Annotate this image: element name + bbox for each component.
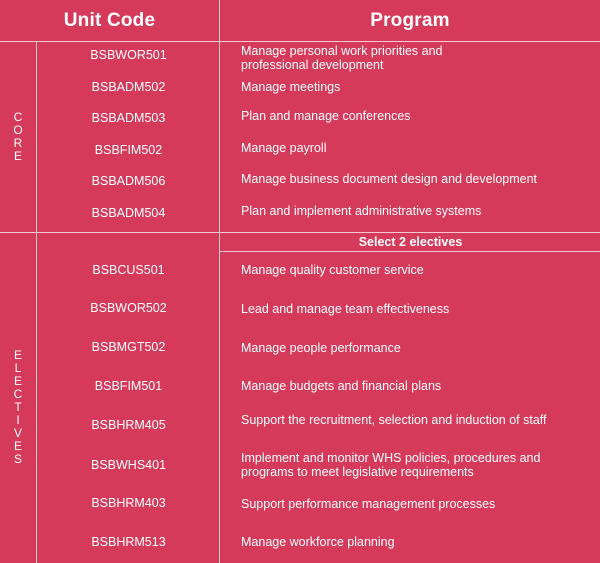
core-section-label-letter: E: [13, 149, 22, 163]
unit-code-cell: BSBFIM501: [94, 379, 163, 393]
program-cell: Plan and implement administrative systems: [241, 204, 482, 218]
program-cell: Manage payroll: [241, 141, 327, 155]
unit-code-cell: BSBADM503: [91, 111, 166, 125]
core-section-label-letter: C: [13, 110, 23, 124]
program-cell: Support the recruitment, selection and induction of staff: [241, 413, 547, 427]
electives-section-label-letter: E: [13, 439, 22, 453]
unit-code-cell: BSBADM504: [91, 206, 166, 220]
program-cell: Manage business document design and development: [241, 172, 538, 186]
unit-code-cell: BSBWOR502: [90, 301, 167, 315]
unit-code-cell: BSBWOR501: [90, 48, 167, 62]
program-cell: Manage budgets and financial plans: [241, 379, 442, 393]
unit-code-cell: BSBWHS401: [90, 458, 167, 472]
electives-section-label-letter: L: [14, 361, 22, 375]
electives-section-label-letter: V: [13, 426, 22, 440]
electives-section-label-letter: T: [14, 400, 22, 414]
unit-code-cell: BSBCUS501: [92, 263, 165, 277]
program-cell: Implement and monitor WHS policies, procedures and programs to meet legislative requirements: [241, 451, 541, 479]
unit-code-cell: BSBFIM502: [94, 143, 163, 157]
electives-section-label-letter: I: [16, 413, 20, 427]
core-section-label-letter: R: [13, 136, 23, 150]
unit-code-cell: BSBMGT502: [91, 340, 166, 354]
unit-code-cell: BSBADM506: [91, 174, 166, 188]
program-cell: Lead and manage team effectiveness: [241, 302, 450, 316]
unit-code-cell: BSBADM502: [91, 80, 166, 94]
core-section-label: [0, 42, 36, 232]
program-cell: Support performance management processes: [241, 497, 496, 511]
electives-section-label-letter: E: [13, 374, 22, 388]
program-cell: Manage people performance: [241, 341, 401, 355]
program-cell: Manage workforce planning: [241, 535, 395, 549]
electives-note: Select 2 electives: [358, 235, 463, 249]
program-cell: Manage quality customer service: [241, 263, 424, 277]
unit-code-header: Unit Code: [63, 10, 156, 31]
electives-section-label-letter: E: [13, 348, 22, 362]
core-section-label-letter: O: [13, 123, 23, 137]
program-cell: Manage personal work priorities and professional development: [241, 44, 443, 72]
electives-section-label-letter: S: [13, 452, 22, 466]
program-header: Program: [370, 10, 450, 31]
electives-section-label: [0, 252, 36, 563]
electives-note-divider: [220, 251, 600, 252]
unit-code-cell: BSBHRM513: [91, 535, 166, 549]
program-cell: Plan and manage conferences: [241, 109, 411, 123]
program-cell: Manage meetings: [241, 80, 341, 94]
unit-code-cell: BSBHRM405: [91, 418, 166, 432]
unit-code-cell: BSBHRM403: [91, 496, 166, 510]
electives-section-label-letter: C: [13, 387, 23, 401]
